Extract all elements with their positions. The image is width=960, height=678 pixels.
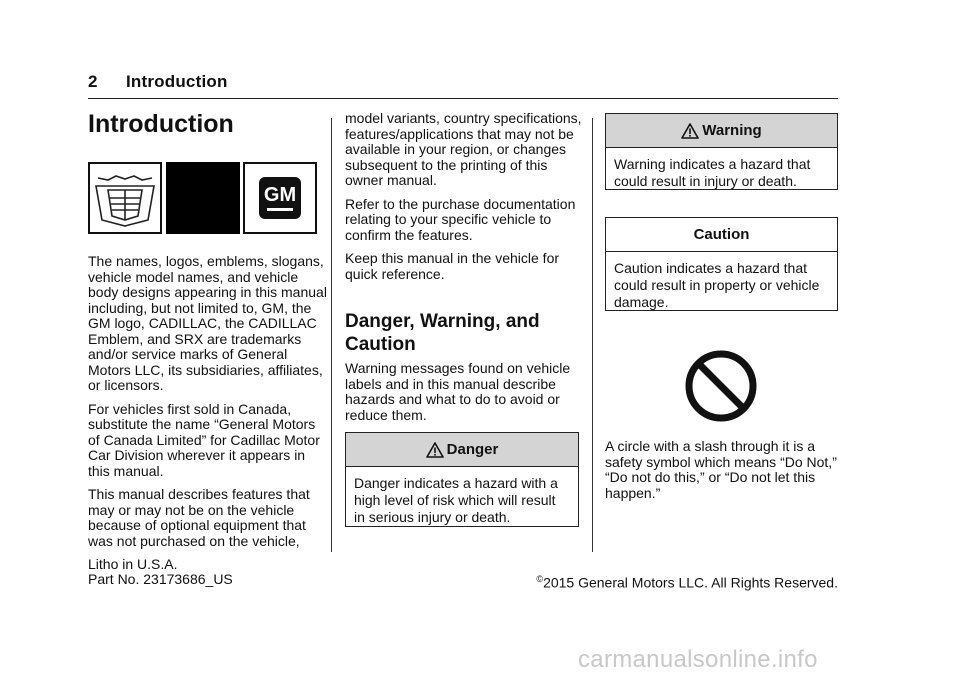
page-header: [88, 72, 228, 92]
copyright-notice: [536, 572, 838, 591]
gm-logo-text: GM: [263, 184, 297, 206]
caution-text: Caution indicates a hazard that could result in property or vehicle damage.: [614, 260, 820, 310]
canada-paragraph: For vehicles first sold in Canada, substitute the name “General Motors of Canada Limited” for Cadillac Motor Car Division wherever it appears in this manual.: [88, 400, 320, 479]
cadillac-crest-icon: [90, 164, 160, 232]
gm-logo-icon: [259, 177, 301, 219]
warning-box: [605, 113, 838, 190]
warning-text: Warning indicates a hazard that could result in injury or death.: [614, 156, 811, 189]
warning-messages-intro: Warning messages found on vehicle labels and in this manual describe hazards and what to do to avoid or reduce them.: [345, 360, 571, 423]
cadillac-logo: [88, 162, 162, 234]
symbol-description: A circle with a slash through it is a safety symbol which means “Do Not,” “Do not do this,” or “Do not let this happen.”: [605, 438, 837, 501]
purchase-paragraph: Refer to the purchase documentation relating to your specific vehicle to confirm the features.: [345, 195, 576, 243]
warning-label: Warning: [702, 122, 762, 139]
page-title: Introduction: [88, 110, 234, 138]
features-paragraph: This manual describes features that may or may not be on the vehicle because of optional equipment that was not purchased on the vehicle,: [88, 486, 310, 549]
litho-text: Litho in U.S.A.: [88, 556, 178, 572]
trademark-paragraph: The names, logos, emblems, slogans, vehicle model names, and vehicle body designs appearing in this manual including, but not limited to, GM, the GM logo, CADILLAC, the CADILLAC Emblem, and SRX are trademarks and/or service marks of General Motors LLC, its subsidiaries, affiliates, or licensors.: [88, 253, 327, 393]
gm-logo: [243, 162, 317, 234]
warning-box-header: [606, 114, 837, 148]
danger-label: Danger: [446, 441, 499, 458]
caution-box: [605, 217, 838, 311]
caution-label: Caution: [693, 226, 750, 243]
keep-manual-paragraph: Keep this manual in the vehicle for quick reference.: [345, 250, 560, 282]
column-1-text: [88, 254, 328, 557]
part-number: Part No. 23173686_US: [88, 571, 233, 587]
section-title: Introduction: [126, 72, 228, 91]
caution-box-header: [606, 218, 837, 252]
danger-warning-caution-heading: Danger, Warning, and Caution: [345, 311, 540, 355]
copyright-mark: ©: [536, 574, 544, 584]
column-divider-2: [592, 118, 593, 552]
copyright-text: 2015 General Motors LLC. All Rights Reserved.: [543, 574, 838, 591]
danger-text: Danger indicates a hazard with a high level of risk which will result in serious injury or death.: [354, 475, 558, 525]
header-rule: [88, 98, 838, 99]
danger-box-header: [346, 433, 578, 467]
prohibition-symbol-icon: [681, 346, 761, 426]
column-2-text: [345, 111, 585, 290]
warning-triangle-icon: [681, 123, 699, 139]
column-divider-1: [331, 118, 332, 552]
danger-box: [345, 432, 579, 527]
warning-triangle-icon: [426, 442, 444, 458]
page-number: 2: [88, 72, 98, 91]
watermark: carmanualsonline.info: [578, 646, 818, 673]
variants-paragraph: model variants, country specifications, features/applications that may not be available in your region, or changes subsequent to the printing of this owner manual.: [345, 110, 582, 188]
black-square-logo: [166, 162, 240, 234]
